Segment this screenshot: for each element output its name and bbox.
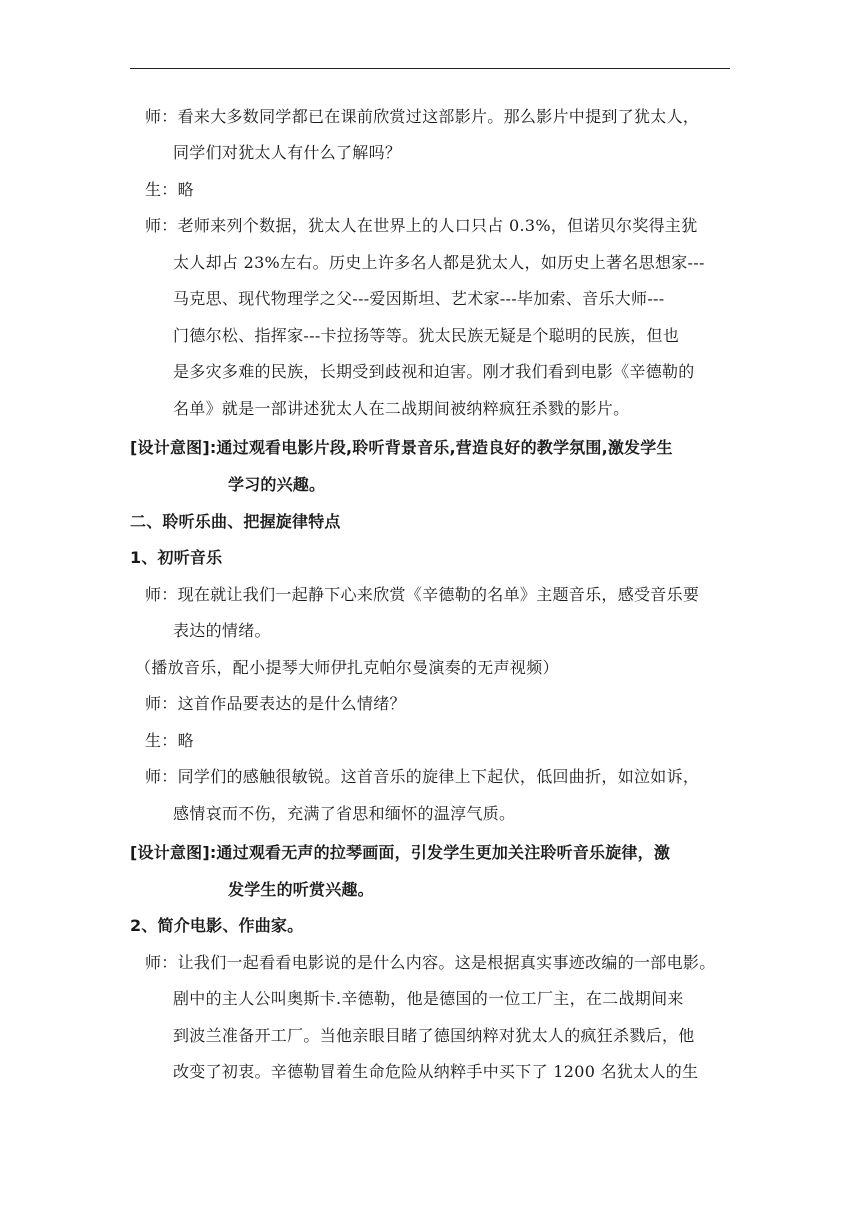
text-line: 师：同学们的感触很敏锐。这首音乐的旋律上下起伏，低回曲折，如泣如诉， xyxy=(145,767,700,786)
text-line: 师：看来大多数同学都已在课前欣赏过这部影片。那么影片中提到了犹太人， xyxy=(145,107,700,126)
design-intent: [设计意图]:通过观看无声的拉琴画面，引发学生更加关注聆听音乐旋律，激 xyxy=(130,843,671,862)
text-line: 师：让我们一起看看电影说的是什么内容。这是根据真实事迹改编的一部电影。 xyxy=(145,953,716,972)
text-line: 名单》就是一部讲述犹太人在二战期间被纳粹疯狂杀戮的影片。 xyxy=(173,399,630,418)
text-line: 师：老师来列个数据，犹太人在世界上的人口只占 0.3%，但诺贝尔奖得主犹 xyxy=(145,216,698,235)
text-line: 师：这首作品要表达的是什么情绪？ xyxy=(145,694,406,713)
text-line: 门德尔松、指挥家---卡拉扬等等。犹太民族无疑是个聪明的民族，但也 xyxy=(173,326,680,345)
text-line: 生：略 xyxy=(145,180,194,199)
text-line: 感情哀而不伤，充满了省思和缅怀的温淳气质。 xyxy=(173,804,516,823)
design-intent: [设计意图]:通过观看电影片段,聆听背景音乐,营造良好的教学氛围,激发学生 xyxy=(130,438,673,457)
text-line: 表达的情绪。 xyxy=(173,621,271,640)
text-line: 马克思、现代物理学之父---爱因斯坦、艺术家---毕加索、音乐大师--- xyxy=(173,289,665,308)
text-line: 剧中的主人公叫奥斯卡.辛德勒，他是德国的一位工厂主，在二战期间来 xyxy=(173,989,684,1008)
header-rule xyxy=(130,68,730,69)
section-heading: 二、聆听乐曲、把握旋律特点 xyxy=(130,512,341,531)
text-line: 太人却占 23%左右。历史上许多名人都是犹太人，如历史上著名思想家--- xyxy=(173,253,705,272)
text-line: 同学们对犹太人有什么了解吗？ xyxy=(173,143,402,162)
text-line: 到波兰准备开工厂。当他亲眼目睹了德国纳粹对犹太人的疯狂杀戮后，他 xyxy=(173,1026,695,1045)
design-intent-continued: 发学生的听赏兴趣。 xyxy=(228,880,374,899)
text-line: （播放音乐，配小提琴大师伊扎克帕尔曼演奏的无声视频） xyxy=(135,658,559,677)
design-intent-continued: 学习的兴趣。 xyxy=(228,475,326,494)
text-line: 生：略 xyxy=(145,731,194,750)
subsection-heading: 1、初听音乐 xyxy=(130,548,223,567)
subsection-heading: 2、简介电影、作曲家。 xyxy=(130,916,304,935)
text-line: 是多灾多难的民族，长期受到歧视和迫害。刚才我们看到电影《辛德勒的 xyxy=(173,362,695,381)
text-line: 师：现在就让我们一起静下心来欣赏《辛德勒的名单》主题音乐，感受音乐要 xyxy=(145,585,700,604)
text-line: 改变了初衷。辛德勒冒着生命危险从纳粹手中买下了 1200 名犹太人的生 xyxy=(173,1062,699,1081)
